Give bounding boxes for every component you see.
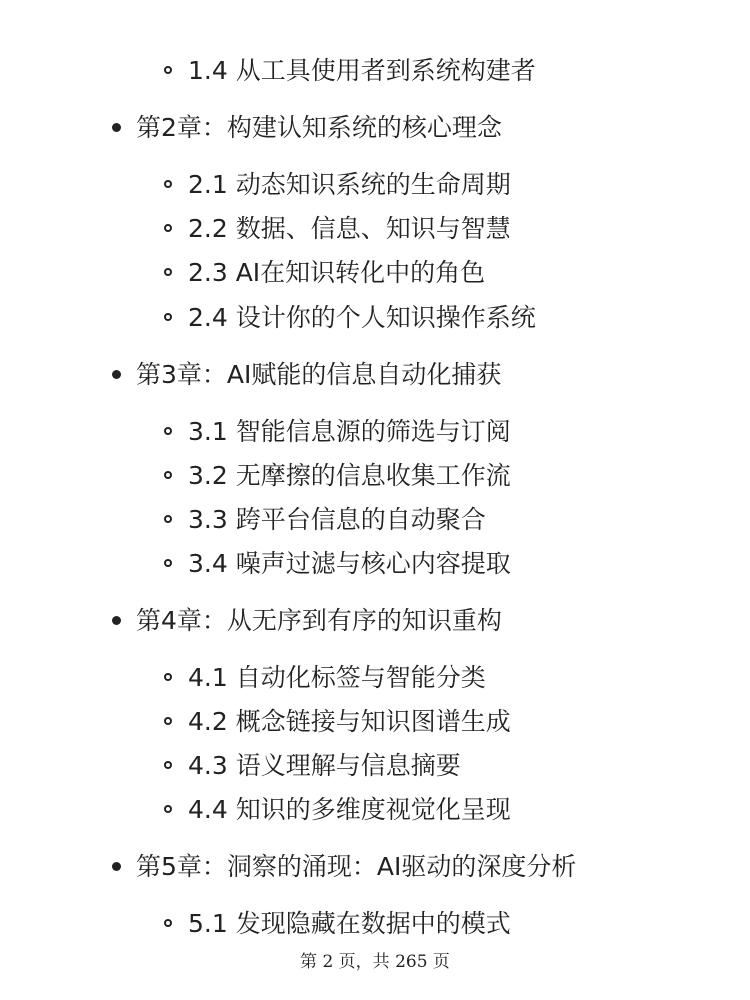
toc-section-item <box>164 169 511 201</box>
toc-section-item <box>164 504 486 536</box>
toc-section-text: 4.1 自动化标签与智能分类 <box>188 663 486 692</box>
toc-section-item <box>164 257 485 289</box>
circle-bullet-icon <box>164 180 172 188</box>
circle-bullet-icon <box>164 717 172 725</box>
toc-section-text: 3.2 无摩擦的信息收集工作流 <box>188 461 511 490</box>
toc-section-item <box>164 213 511 245</box>
circle-bullet-icon <box>164 673 172 681</box>
toc-chapter-text: 第3章：AI赋能的信息自动化捕获 <box>136 360 502 389</box>
circle-bullet-icon <box>164 805 172 813</box>
toc-section-text: 1.4 从工具使用者到系统构建者 <box>188 56 536 85</box>
page-number-footer: 第 2 页，共 265 页 <box>300 952 450 972</box>
toc-section-item <box>164 662 486 694</box>
toc-chapter-text: 第4章：从无序到有序的知识重构 <box>136 606 502 635</box>
circle-bullet-icon <box>164 427 172 435</box>
toc-section-text: 2.1 动态知识系统的生命周期 <box>188 170 511 199</box>
toc-section-text: 4.4 知识的多维度视觉化呈现 <box>188 795 511 824</box>
circle-bullet-icon <box>164 66 172 74</box>
toc-section-text: 2.4 设计你的个人知识操作系统 <box>188 303 536 332</box>
toc-section-item <box>164 908 511 940</box>
circle-bullet-icon <box>164 515 172 523</box>
toc-section-text: 3.1 智能信息源的筛选与订阅 <box>188 417 511 446</box>
toc-section-text: 3.4 噪声过滤与核心内容提取 <box>188 549 511 578</box>
toc-chapter-item <box>112 605 502 637</box>
circle-bullet-icon <box>164 919 172 927</box>
toc-section-text: 2.2 数据、信息、知识与智慧 <box>188 214 511 243</box>
toc-section-item <box>164 706 511 738</box>
circle-bullet-icon <box>164 559 172 567</box>
toc-section-item <box>164 460 511 492</box>
circle-bullet-icon <box>164 224 172 232</box>
circle-bullet-icon <box>164 761 172 769</box>
toc-section-item <box>164 302 536 334</box>
toc-section-text: 4.3 语义理解与信息摘要 <box>188 751 461 780</box>
toc-chapter-text: 第2章：构建认知系统的核心理念 <box>136 113 502 142</box>
toc-section-text: 2.3 AI在知识转化中的角色 <box>188 258 486 287</box>
toc-section-item <box>164 750 461 782</box>
toc-section-item <box>164 548 511 580</box>
disc-bullet-icon <box>112 862 121 871</box>
toc-section-text: 3.3 跨平台信息的自动聚合 <box>188 505 486 534</box>
toc-section-item <box>164 55 536 87</box>
toc-chapter-item <box>112 851 576 883</box>
toc-chapter-item <box>112 112 502 144</box>
toc-section-item <box>164 794 511 826</box>
circle-bullet-icon <box>164 471 172 479</box>
circle-bullet-icon <box>164 268 172 276</box>
toc-section-text: 4.2 概念链接与知识图谱生成 <box>188 707 511 736</box>
toc-chapter-item <box>112 359 501 391</box>
disc-bullet-icon <box>112 370 121 379</box>
disc-bullet-icon <box>112 123 121 132</box>
toc-chapter-text: 第5章：洞察的涌现：AI驱动的深度分析 <box>136 852 577 881</box>
toc-section-text: 5.1 发现隐藏在数据中的模式 <box>188 909 511 938</box>
toc-section-item <box>164 416 511 448</box>
circle-bullet-icon <box>164 313 172 321</box>
disc-bullet-icon <box>112 616 121 625</box>
